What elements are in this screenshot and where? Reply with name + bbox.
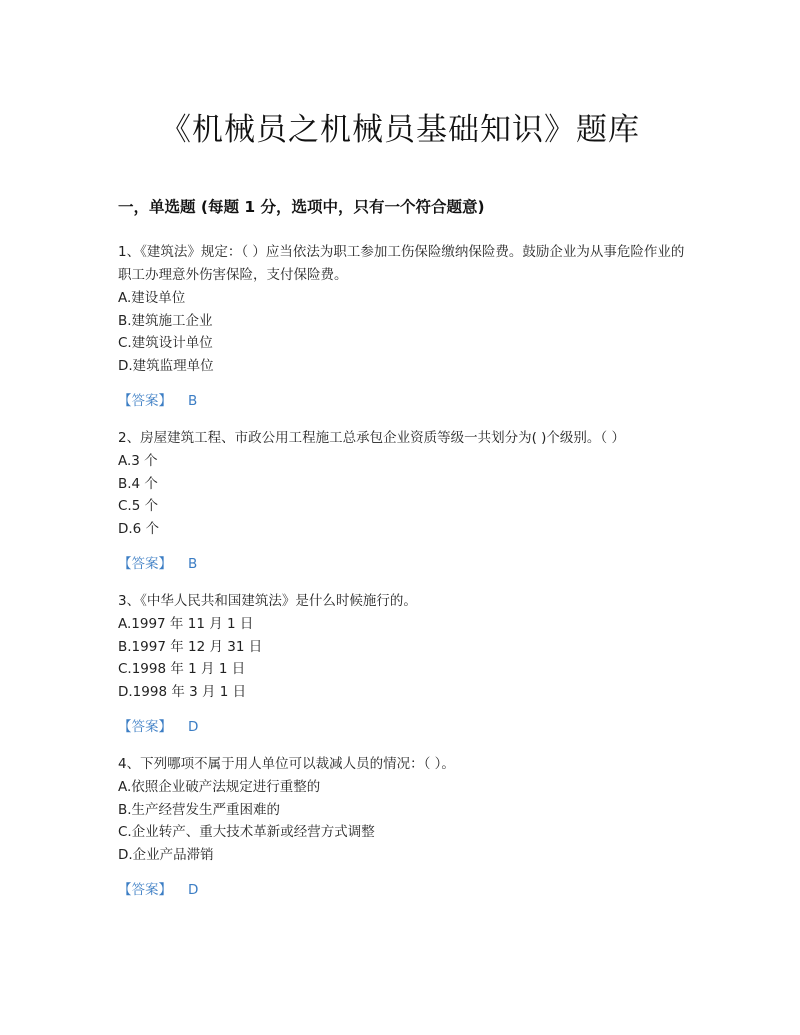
option-a: A.建设单位	[118, 290, 186, 306]
option-a: A.1997 年 11 月 1 日	[118, 616, 254, 632]
option-b: B.1997 年 12 月 31 日	[118, 638, 263, 655]
answer-label: 【答案】	[118, 882, 172, 898]
page-title: 《机械员之机械员基础知识》题库	[160, 112, 640, 148]
answer-value: B	[188, 556, 198, 572]
answer-label: 【答案】	[118, 719, 172, 735]
option-b: B.4 个	[118, 475, 158, 492]
question-2	[118, 427, 688, 575]
answer-value: D	[188, 719, 199, 735]
option-b: B.建筑施工企业	[118, 312, 213, 329]
option-d: D.企业产品滞销	[118, 846, 214, 863]
option-c: C.5 个	[118, 498, 159, 514]
option-c: C.建筑设计单位	[118, 335, 213, 351]
option-d: D.建筑监理单位	[118, 357, 214, 374]
question-stem: 3、《中华人民共和国建筑法》是什么时候施行的。	[118, 593, 417, 609]
answer-label: 【答案】	[118, 556, 172, 572]
question-stem: 4、下列哪项不属于用人单位可以裁减人员的情况：（ ）。	[118, 756, 455, 772]
answer-value: D	[188, 882, 199, 898]
question-4	[118, 753, 688, 901]
option-b: B.生产经营发生严重困难的	[118, 801, 281, 818]
question-list	[118, 241, 688, 916]
question-stem: 2、房屋建筑工程、市政公用工程施工总承包企业资质等级一共划分为( )个级别。（ ）	[118, 430, 625, 446]
answer-line	[118, 553, 688, 575]
answer-line	[118, 390, 688, 412]
option-d: D.6 个	[118, 520, 160, 537]
option-c: C.1998 年 1 月 1 日	[118, 661, 246, 677]
answer-value: B	[188, 393, 198, 409]
question-3	[118, 590, 688, 738]
option-d: D.1998 年 3 月 1 日	[118, 683, 247, 700]
option-a: A.3 个	[118, 453, 158, 469]
answer-line	[118, 716, 688, 738]
answer-label: 【答案】	[118, 393, 172, 409]
question-stem: 1、《建筑法》规定：（ ）应当依法为职工参加工伤保险缴纳保险费。鼓励企业为从事危险作业的职工办理意外伤害保险，支付保险费。	[118, 244, 685, 283]
answer-line	[118, 879, 688, 901]
question-1	[118, 241, 688, 412]
section-heading: 一，单选题 (每题 1 分，选项中，只有一个符合题意)	[118, 198, 485, 216]
option-a: A.依照企业破产法规定进行重整的	[118, 779, 321, 795]
option-c: C.企业转产、重大技术革新或经营方式调整	[118, 824, 375, 840]
